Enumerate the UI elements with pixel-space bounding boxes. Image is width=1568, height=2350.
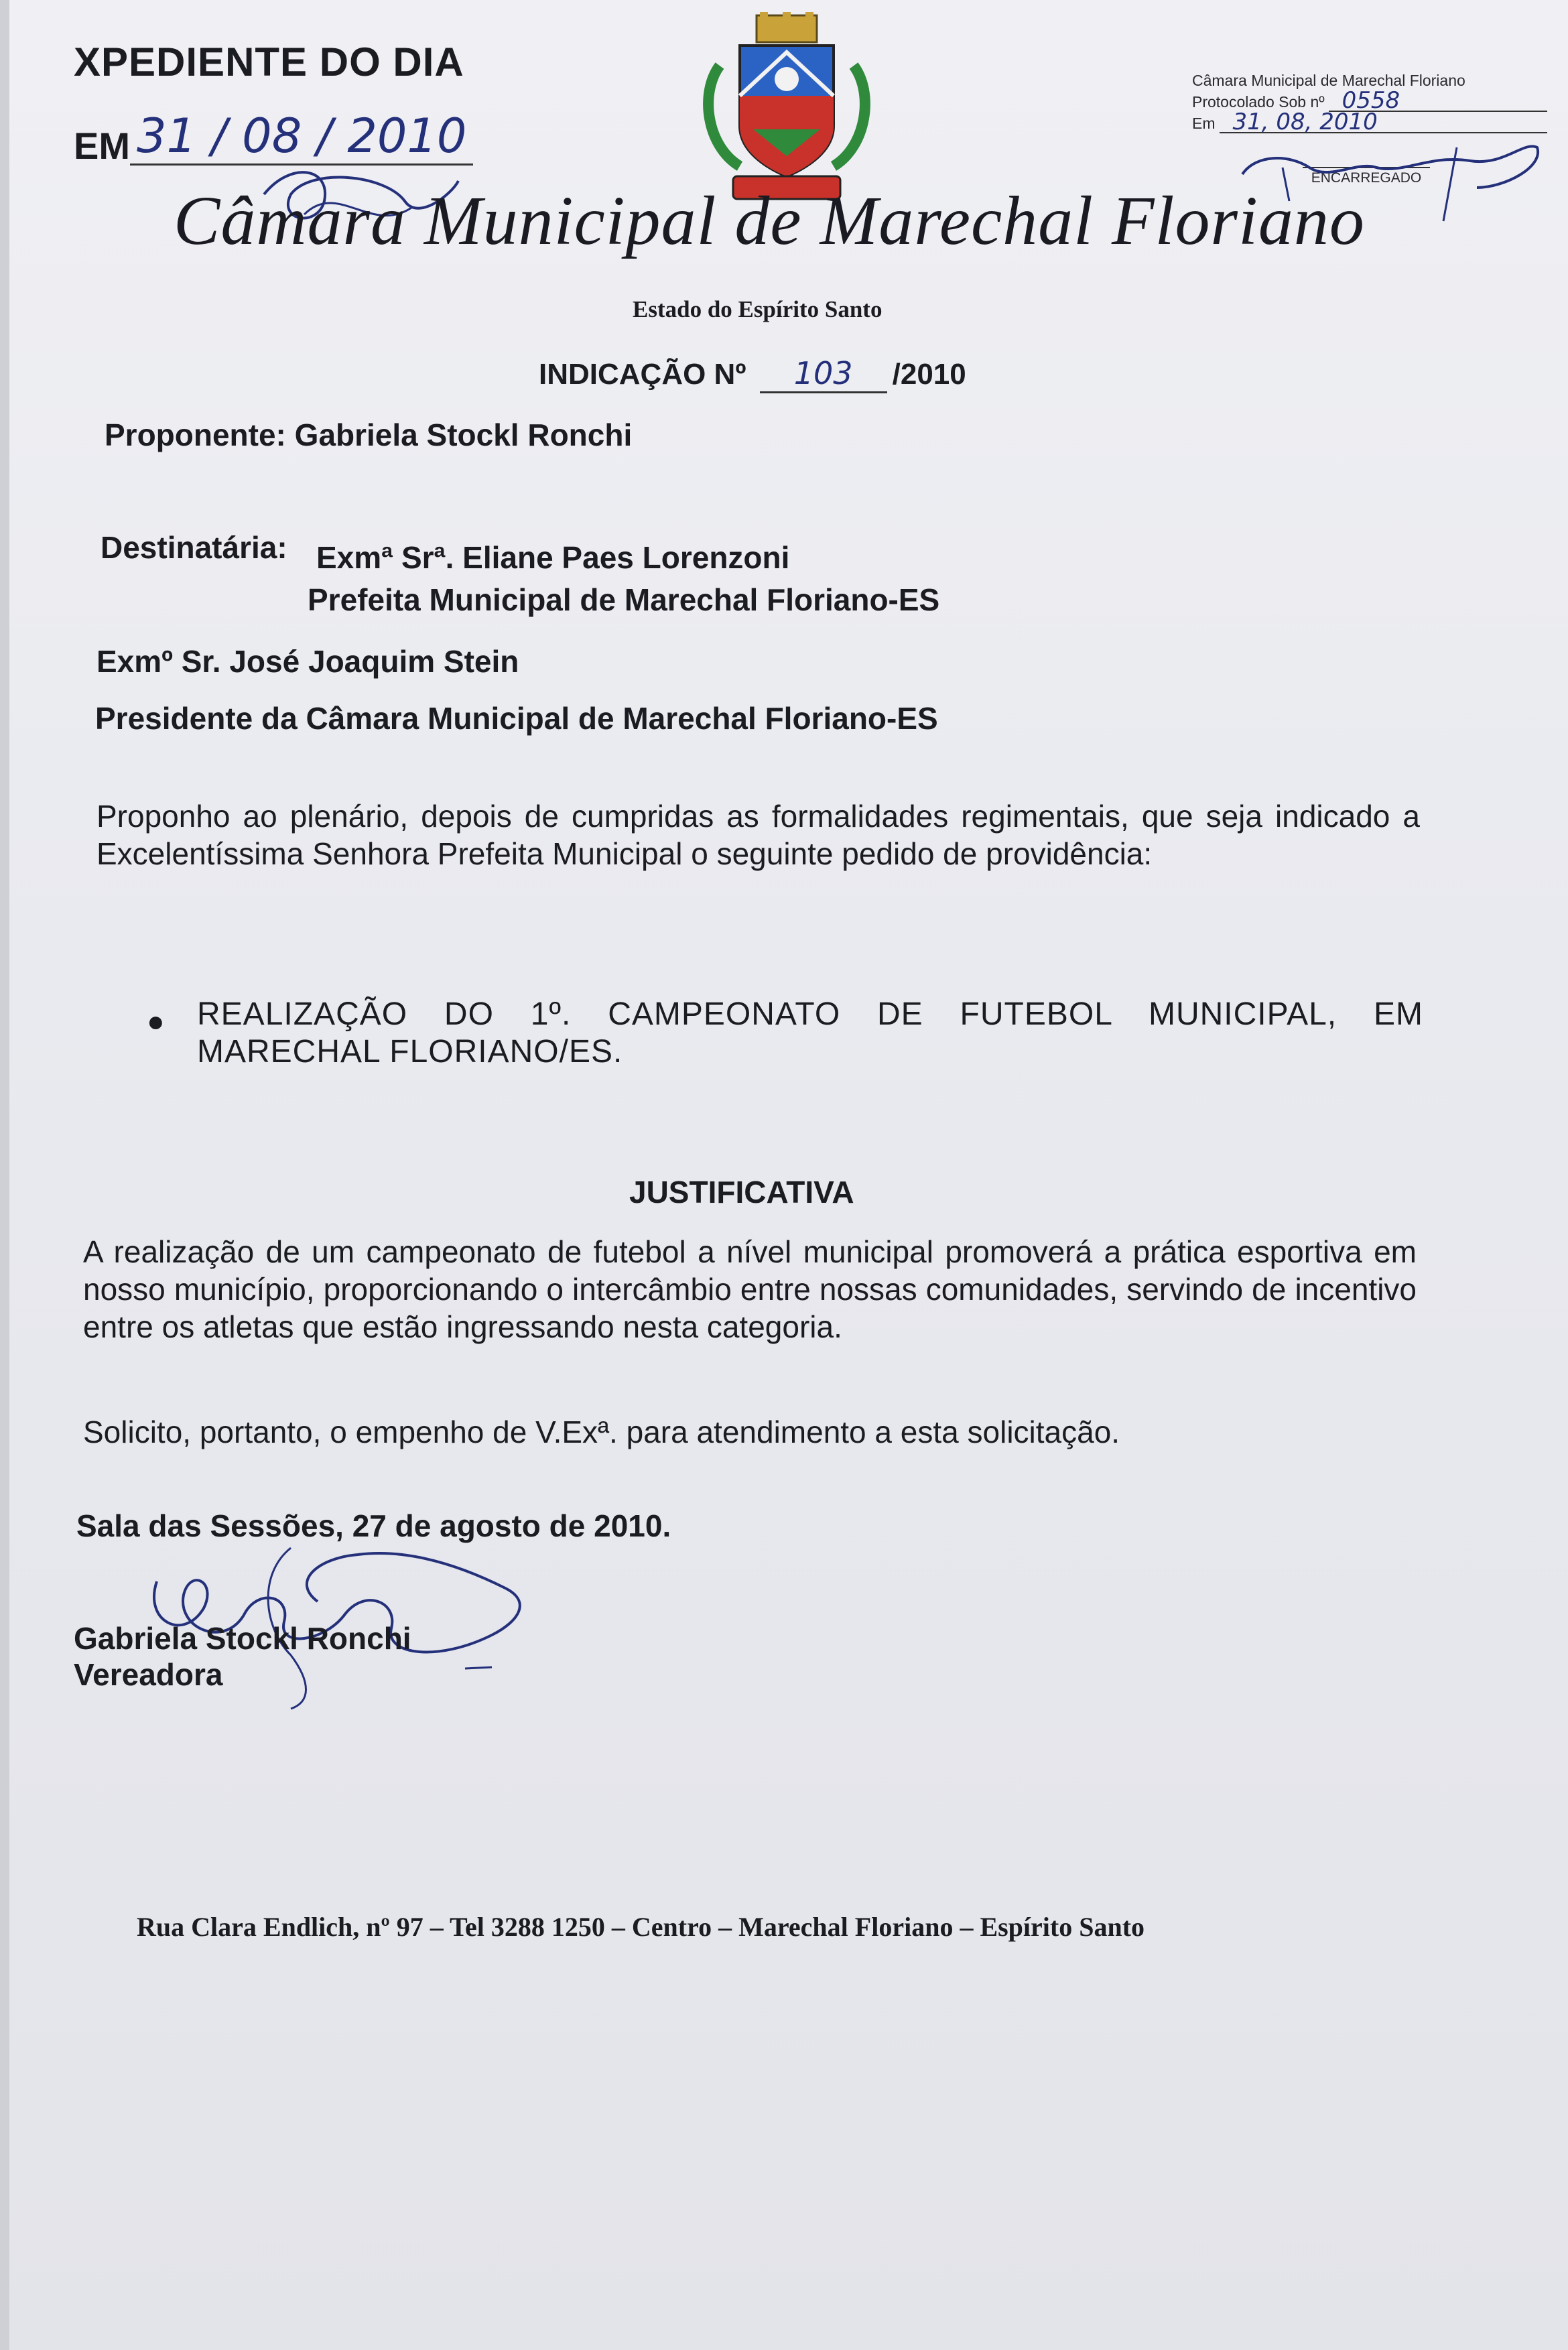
municipal-crest-logo bbox=[693, 12, 880, 206]
expediente-label: XPEDIENTE DO DIA bbox=[74, 40, 464, 84]
solicito-paragraph: Solicito, portanto, o empenho de V.Exª. para atendimento a esta solicitação. bbox=[83, 1415, 1120, 1449]
signer-name: Gabriela Stockl Ronchi bbox=[74, 1621, 411, 1656]
indicacao-heading bbox=[539, 355, 966, 393]
proponente: Proponente: Gabriela Stockl Ronchi bbox=[105, 417, 633, 452]
request-item: REALIZAÇÃO DO 1º. CAMPEONATO DE FUTEBOL MUNICIPAL, EM MARECHAL FLORIANO/ES. bbox=[197, 996, 1423, 1069]
intro-paragraph: Proponho ao plenário, depois de cumpridas as formalidades regimentais, que seja indicado a Excelentíssima Senhora Prefeita Municipal o seguinte pedido de providência: bbox=[96, 799, 1420, 871]
recipient2-name: Exmº Sr. José Joaquim Stein bbox=[96, 644, 519, 679]
document-page bbox=[9, 0, 1568, 2350]
bleed-through-shadow bbox=[164, 255, 184, 347]
justificativa-paragraph: A realização de um campeonato de futebol a nível municipal promoverá a prática esportiva em nosso município, proporcionando o intercâmbio entre nossas comunidades, servindo de incentivo entre os atletas que estão ingressando nesta categoria. bbox=[83, 1234, 1417, 1344]
protocol-number-label: Protocolado Sob nº bbox=[1192, 93, 1325, 111]
indicacao-label: INDICAÇÃO Nº bbox=[539, 358, 746, 391]
protocol-date-label: Em bbox=[1192, 115, 1216, 132]
recipient2-role: Presidente da Câmara Municipal de Marechal Floriano-ES bbox=[95, 701, 938, 736]
em-date-handwritten: 31 / 08 / 2010 bbox=[130, 109, 473, 166]
footer-address: Rua Clara Endlich, nº 97 – Tel 3288 1250 – Centro – Marechal Floriano – Espírito Santo bbox=[137, 1912, 1145, 1942]
state-subtitle: Estado do Espírito Santo bbox=[633, 296, 883, 322]
signer-role: Vereadora bbox=[74, 1657, 223, 1692]
destinataria-name: Exmª Srª. Eliane Paes Lorenzoni bbox=[316, 540, 790, 575]
justificativa-heading: JUSTIFICATIVA bbox=[629, 1175, 854, 1210]
protocol-number-value: 0558 bbox=[1329, 90, 1547, 112]
sala-das-sessoes: Sala das Sessões, 27 de agosto de 2010. bbox=[76, 1508, 671, 1543]
indicacao-year: /2010 bbox=[892, 358, 966, 391]
protocol-institution: Câmara Municipal de Marechal Floriano bbox=[1192, 72, 1465, 89]
destinataria-role: Prefeita Municipal de Marechal Floriano-ES bbox=[308, 582, 940, 617]
destinataria-label: Destinatária: bbox=[101, 530, 287, 565]
indicacao-number: 103 bbox=[760, 355, 887, 393]
em-label: EM bbox=[74, 125, 130, 167]
bullet-dot: ● bbox=[147, 1005, 165, 1038]
protocol-encarregado: ENCARREGADO bbox=[1303, 167, 1430, 188]
institution-title: Câmara Municipal de Marechal Floriano bbox=[174, 182, 1365, 259]
protocol-date-value: 31, 08, 2010 bbox=[1220, 112, 1548, 133]
